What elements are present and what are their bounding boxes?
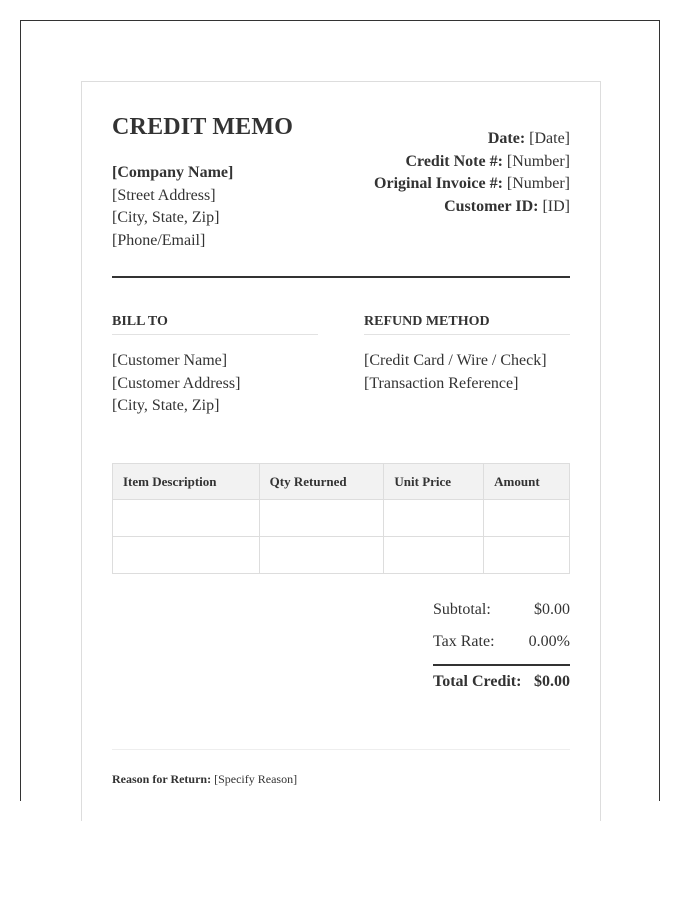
customer-id-value: [ID] — [542, 197, 570, 215]
date-line — [374, 128, 570, 151]
transaction-reference: [Transaction Reference] — [364, 374, 519, 392]
tax-rate-value: 0.00% — [528, 633, 570, 650]
table-row — [113, 500, 570, 537]
document-title: CREDIT MEMO — [112, 114, 294, 140]
column-header: Amount — [484, 464, 570, 500]
invoice-label: Original Invoice #: — [374, 175, 503, 192]
table-cell — [484, 500, 570, 537]
table-cell — [484, 537, 570, 574]
total-credit-value: $0.00 — [534, 673, 570, 690]
column-header: Unit Price — [384, 464, 484, 500]
company-info — [112, 162, 233, 252]
credit-note-line — [374, 151, 570, 174]
reason-value: [Specify Reason] — [214, 772, 298, 786]
refund-method-heading: REFUND METHOD — [364, 314, 570, 335]
header-divider — [112, 276, 570, 278]
tax-rate-label: Tax Rate: — [433, 633, 495, 650]
table-cell — [113, 537, 260, 574]
bill-to-block — [112, 350, 240, 418]
invoice-line — [374, 173, 570, 196]
table-cell — [259, 500, 384, 537]
total-credit-row — [433, 673, 570, 691]
customer-name: [Customer Name] — [112, 352, 228, 369]
company-street: [Street Address] — [112, 186, 216, 204]
reason-for-return — [112, 772, 297, 787]
credit-note-value: [Number] — [506, 152, 570, 170]
bill-to-heading: BILL TO — [112, 314, 318, 335]
subtotal-row — [433, 601, 570, 619]
table-cell — [259, 537, 384, 574]
refund-method: [Credit Card / Wire / Check] — [364, 352, 547, 369]
subtotal-value: $0.00 — [534, 601, 570, 618]
date-label: Date: — [487, 130, 526, 147]
column-header: Qty Returned — [259, 464, 384, 500]
table-row — [113, 537, 570, 574]
customer-city: [City, State, Zip] — [112, 397, 220, 414]
company-city: [City, State, Zip] — [112, 209, 220, 226]
customer-id-line — [374, 196, 570, 219]
footer-divider — [112, 749, 570, 750]
total-credit-label: Total Credit: — [433, 673, 522, 690]
table-header-row — [113, 464, 570, 500]
totals-divider — [433, 664, 570, 666]
credit-note-label: Credit Note #: — [405, 152, 503, 170]
tax-rate-row — [433, 633, 570, 651]
invoice-value: [Number] — [506, 175, 570, 192]
table-cell — [113, 500, 260, 537]
subtotal-label: Subtotal: — [433, 601, 491, 618]
items-table — [112, 463, 570, 574]
refund-method-block — [364, 350, 547, 395]
reason-label: Reason for Return: — [112, 772, 212, 786]
memo-meta — [374, 128, 570, 218]
table-cell — [384, 537, 484, 574]
customer-id-label: Customer ID: — [444, 197, 539, 215]
company-name: [Company Name] — [112, 164, 234, 181]
company-contact: [Phone/Email] — [112, 231, 206, 249]
table-cell — [384, 500, 484, 537]
customer-address: [Customer Address] — [112, 374, 241, 392]
column-header: Item Description — [113, 464, 260, 500]
date-value: [Date] — [529, 130, 570, 147]
